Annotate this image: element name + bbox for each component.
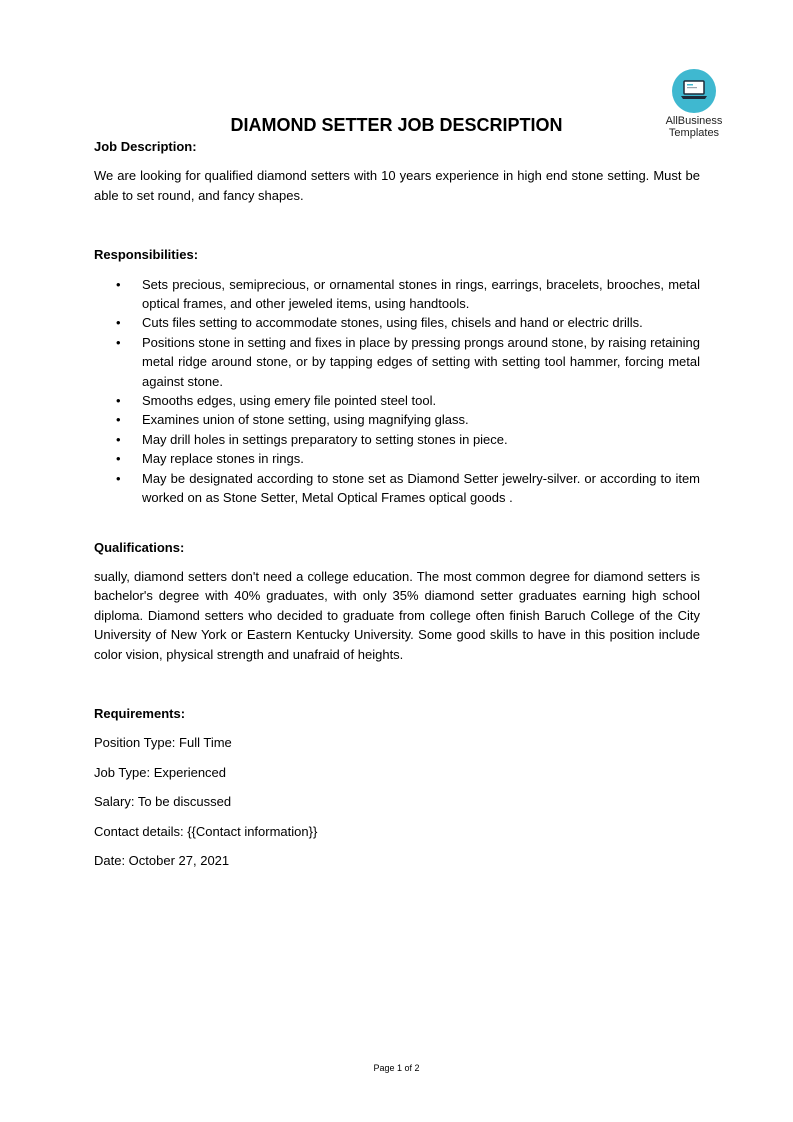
qualifications-text: sually, diamond setters don't need a college education. The most common degree for diamond setters is bachelor's degree with 40% graduates, with only 35% diamond setter graduates earning high school diploma. Diamond setters who decided to graduate from college often finish Baruch College of the City University of New York or Eastern Kentucky University. Some good skills to have in this position include color vision, physical strength and unafraid of heights. [94, 568, 700, 662]
page-number: Page 1 of 2 [373, 1063, 420, 1073]
requirements-heading: Requirements: [94, 705, 186, 721]
list-item [94, 275, 700, 314]
qualifications-heading: Qualifications: [94, 539, 185, 555]
responsibilities-list [94, 275, 700, 508]
document-title: DIAMOND SETTER JOB DESCRIPTION [230, 115, 563, 135]
list-item [94, 333, 700, 391]
list-item-text: May be designated according to stone set as Diamond Setter jewelry-silver. or according to item worked on as Stone Setter, Metal Optical Frames optical goods . [142, 470, 700, 506]
bullet-icon: • [116, 276, 121, 292]
bullet-icon: • [116, 334, 121, 350]
list-item [94, 391, 700, 410]
bullet-icon: • [116, 470, 121, 486]
laptop-icon [672, 69, 716, 113]
list-item-text: Positions stone in setting and fixes in place by pressing prongs around stone, by raising retaining metal ridge around stone, or by tapping edges of setting with setting tool hammer, forcing metal against stone. [142, 334, 700, 389]
bullet-icon: • [116, 393, 121, 409]
responsibilities-heading: Responsibilities: [94, 247, 199, 263]
list-item [94, 313, 700, 332]
bullet-icon: • [116, 412, 121, 428]
position-type: Position Type: Full Time [94, 735, 232, 751]
job-description-text: We are looking for qualified diamond setters with 10 years experience in high end stone setting. Must be able to set round, and fancy shapes. [94, 168, 700, 203]
bullet-icon: • [116, 451, 121, 467]
list-item-text: Examines union of stone setting, using magnifying glass. [142, 412, 469, 428]
logo-line-1: AllBusiness [665, 115, 723, 127]
list-item [94, 430, 700, 449]
list-item [94, 469, 700, 508]
document-body [94, 137, 700, 870]
list-item-text: Sets precious, semiprecious, or ornamental stones in rings, earrings, bracelets, brooches, metal optical frames, and other jeweled items, using handtools. [142, 276, 700, 312]
list-item [94, 410, 700, 429]
list-item-text: Smooths edges, using emery file pointed steel tool. [142, 393, 437, 409]
list-item-text: May replace stones in rings. [142, 451, 304, 467]
date: Date: October 27, 2021 [94, 852, 230, 868]
job-type: Job Type: Experienced [94, 764, 227, 780]
contact-details: Contact details: {{Contact information}} [94, 823, 318, 839]
list-item-text: May drill holes in settings preparatory to setting stones in piece. [142, 431, 508, 447]
job-description-heading: Job Description: [94, 139, 197, 154]
bullet-icon: • [116, 315, 121, 331]
salary: Salary: To be discussed [94, 794, 232, 810]
list-item-text: Cuts files setting to accommodate stones, using files, chisels and hand or electric drills. [142, 315, 643, 331]
logo-line-2: Templates [668, 127, 720, 139]
bullet-icon: • [116, 431, 121, 447]
list-item [94, 449, 700, 468]
